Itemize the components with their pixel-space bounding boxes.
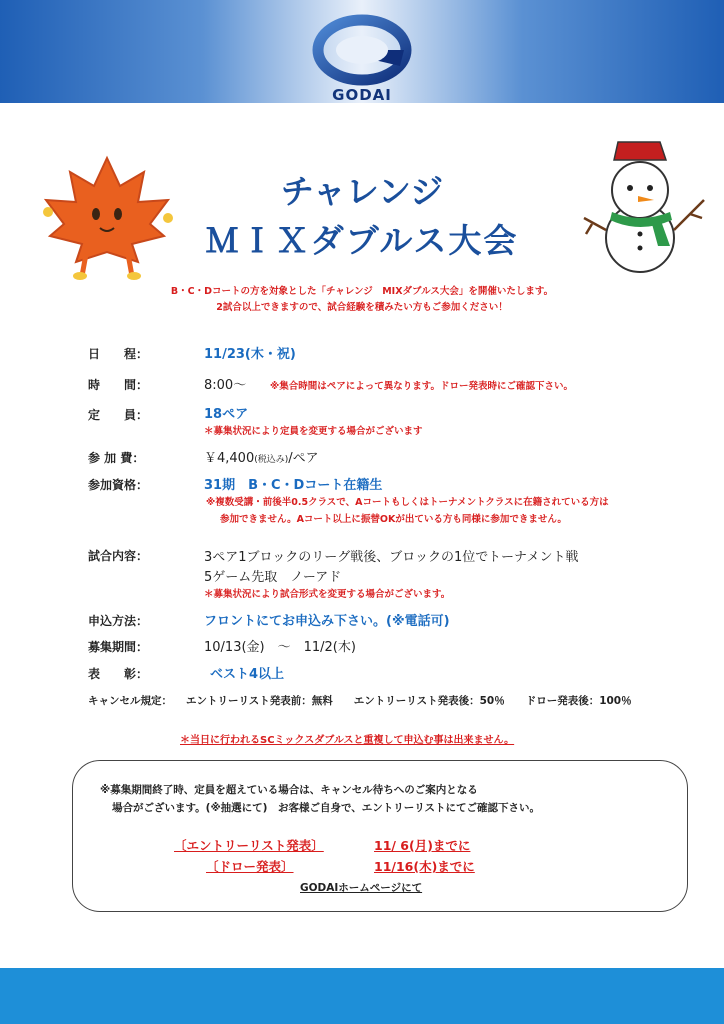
snowman-icon [580, 140, 710, 275]
date-value: 11/23(木・祝) [204, 347, 296, 362]
eligibility-note2: 参加できません。Aコート以上に振替OKが出ている方も同様に参加できません。 [220, 514, 567, 525]
fee-value-group [204, 447, 319, 466]
apply-value: フロントにてお申込み下さい。(※電話可) [204, 614, 450, 629]
cancel-value: エントリーリスト発表前：無料 エントリーリスト発表後：50％ ドロー発表後：100％ [186, 695, 632, 707]
eligibility-note1: ※複数受講・前後半0.5クラスで、Aコートもしくはトーナメントクラスに在籍されている方は [206, 497, 609, 508]
draw-date: 11/16(木)までに [374, 859, 475, 874]
cancel-label: キャンセル規定： [88, 695, 172, 707]
award-label: 表 彰： [88, 667, 149, 681]
fee-tax: (税込み) [254, 455, 289, 465]
entry-list-label: 〔エントリーリスト発表〕 [174, 838, 324, 853]
time-value: 8:00～ [204, 378, 247, 393]
footer-band [0, 968, 724, 1024]
fee-amount: ￥4,400 [204, 451, 255, 466]
intro-line2: 2試合以上できますので、試合経験を積みたい方もご参加ください！ [216, 302, 508, 313]
fee-label: 参 加 費： [88, 451, 145, 465]
intro-line1: B・C・Dコートの方を対象とした「チャレンジ MIXダブルス大会」を開催いたします。 [170, 286, 554, 297]
format-note: ＊募集状況により試合形式を変更する場合がございます。 [204, 589, 451, 600]
header-band [0, 0, 724, 103]
notice-line1: ※募集期間終了時、定員を超えている場合は、キャンセル待ちへのご案内となる [100, 784, 478, 796]
homepage-note: GODAIホームページにて [300, 882, 423, 894]
time-label: 時 間： [88, 378, 149, 392]
eligibility-value: 31期 B・C・Dコート在籍生 [204, 478, 383, 493]
page-title-line1: チャレンジ [280, 172, 444, 211]
time-note: ※集合時間はペアによって異なります。ドロー発表時にご確認下さい。 [270, 381, 573, 392]
warning-note: ＊当日に行われるSCミックスダブルスと重複して申込む事は出来ません。 [180, 735, 515, 746]
eligibility-label: 参加資格： [88, 478, 149, 492]
fee-unit: /ペア [288, 451, 319, 466]
logo-text: GODAI [332, 86, 392, 104]
award-value: ベスト4以上 [210, 667, 285, 682]
format-line2: 5ゲーム先取 ノーアド [204, 570, 342, 585]
notice-line2: 場合がございます。(※抽選にて) お客様ご自身で、エントリーリストにてご確認下さい。 [112, 802, 541, 814]
page-title-line2: ＭＩＸダブルス大会 [205, 221, 519, 260]
godai-logo [312, 14, 412, 104]
format-label: 試合内容： [88, 549, 149, 563]
capacity-label: 定 員： [88, 408, 149, 422]
period-value: 10/13(金) ～ 11/2(木) [204, 640, 356, 655]
date-label: 日 程： [88, 347, 149, 361]
format-line1: 3ペア1ブロックのリーグ戦後、ブロックの1位でトーナメント戦 [204, 550, 579, 565]
apply-label: 申込方法： [88, 614, 149, 628]
period-label: 募集期間： [88, 640, 149, 654]
capacity-note: ＊募集状況により定員を変更する場合がございます [204, 426, 423, 437]
godai-logo-icon [312, 14, 412, 86]
entry-list-date: 11/ 6(月)までに [374, 838, 471, 853]
capacity-value: 18ペア [204, 407, 249, 422]
draw-label: 〔ドロー発表〕 [206, 859, 294, 874]
